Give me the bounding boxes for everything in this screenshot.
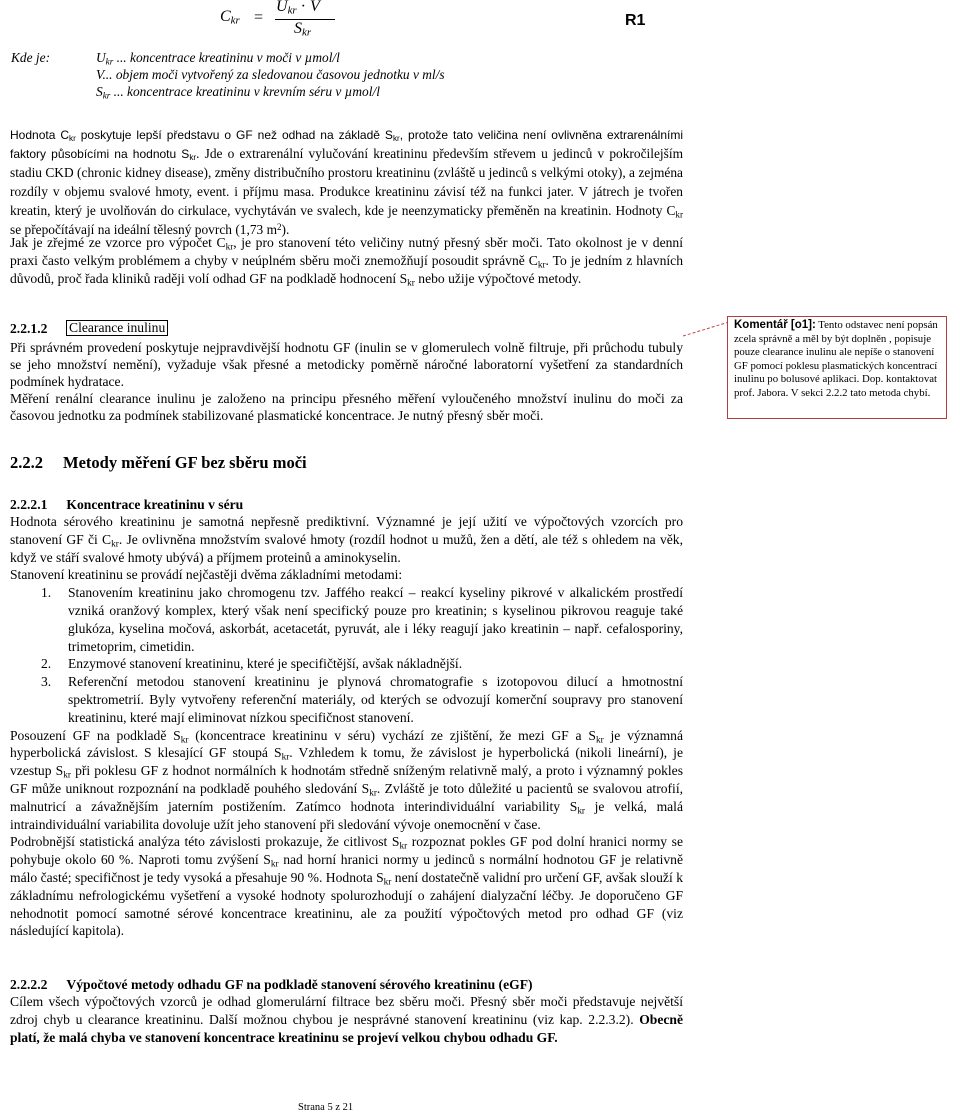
review-comment[interactable] <box>727 316 947 419</box>
page-footer: Strana 5 z 21 <box>298 1102 354 1113</box>
formula-denominator: $S_{kr}$ <box>294 20 312 39</box>
section-2221-p4: Podrobnější statistická analýza této závislosti prokazuje, že citlivost $S_{kr}$ rozpoznat pokles GF pod dolní hranici normy se pohybuje okolo 60 %. Naproti tomu zvýšení $S_{kr}$ nad horní hranici normy u jedinců s normální hodnotou GF je relativně málo časté; specifičnost je tedy vysoká a přesahuje 90 %. Hodnota $S_{kr}$ není dostatečně validní pro určení GF, avšak slouží k základnímu nefrologickému vyšetření a vysoké hodnoty spolurozhodují o zahájení dialyzační léčby. Je doporučeno GF nehodnotit pomocí samotné sérové koncentrace kreatininu, ale za použití výpočtových metod pro odhad GF (viz následující kapitola). <box>10 834 684 939</box>
section-2221-p1: Hodnota sérového kreatininu je samotná nepřesně prediktivní. Významné je její užití ve výpočtových vzorcích pro stanovení GF či $C_{kr}$. Je ovlivněna množstvím svalové hmoty (rozdíl hodnot u mužů, žen a dětí, ale též s ohledem na věk, když ve stáří svalové hmoty ubývá) a příjmem proteinů a aminokyselin. <box>10 514 683 565</box>
section-2212-p1: Při správném provedení poskytuje nejpravdivější hodnotu GF (inulin se v glomerulech volně filtruje, při průchodu tubuly se jeho množství nemění), vyžaduje však přesné a metodicky poměrně náročné laboratorní vyšetření za standardních podmínek hydratace. <box>10 340 683 389</box>
heading-2222: 2.2.2.2 Výpočtové metody odhadu GF na podkladě stanovení sérového kreatininu (eGF) <box>10 977 533 992</box>
heading-2212-title: Clearance inulinu <box>66 319 168 336</box>
where-label: Kde je: <box>11 50 51 65</box>
heading-2212: 2.2.1.2 <box>10 321 48 336</box>
heading-2221: 2.2.2.1 Koncentrace kreatininu v séru <box>10 497 244 512</box>
def-v: V... objem moči vytvořený za sledovanou časovou jednotku v ml/s <box>96 66 445 82</box>
def-u: $U_{kr}$ ... koncentrace kreatininu v moči v µmol/l <box>96 50 340 67</box>
comment-content <box>728 317 946 401</box>
section-2221-body <box>10 513 683 940</box>
formula-numerator: $U_{kr} \cdot V$ <box>276 0 320 17</box>
header-label: R1 <box>625 12 646 29</box>
formula <box>218 0 328 42</box>
list-item: 2. Enzymové stanovení kreatininu, které je specifičtější, avšak nákladnější. <box>41 656 463 672</box>
comment-text: Tento odstavec není popsán zcela správně a měl by být doplněn , popisuje pouze clearance inulinu ale nepíše o stanovení GF pomocí poklesu plasmatických koncentrací inulinu po bolusové aplikaci. Dop. kontaktovat prof. Jabora. V sekci 2.2.2 tato metoda chybí. <box>734 319 938 399</box>
comment-connector <box>683 320 733 340</box>
section-2212-p2: Měření renální clearance inulinu je založeno na principu přesného měření vyloučeného množství inulinu do moči za časovou jednotku za podmínek stabilizované plasmatické koncentrace. Je nutný přesný sběr moči. <box>10 391 683 423</box>
def-s: $S_{kr}$ ... koncentrace kreatininu v krevním séru v µmol/l <box>96 83 380 101</box>
intro-paragraph-1: Hodnota $C_{kr}$ poskytuje lepší představu o GF než odhad na základě $S_{kr}$, protože tato veličina není ovlivněna extrarenálními faktory působícími na hodnotu $S_{kr}$. Jde o extrarenální vylučování kreatininu především střevem u jedinců v pokročilejším stadiu CKD (chronic kidney disease), změny distribučního prostoru kreatininu (zvláště u jedinců s velkými otoky), a zejména rozdíly v objemu svalové hmoty, event. i příjmu masa. Produkce kreatininu závisí též na funkci jater. V játrech je tvořen kreatin, který je uvolňován do cirkulace, vychytáván ve svalech, kde je neenzymaticky přeměněn na kreatinin. Hodnoty $C_{kr}$ se přepočítávají na ideální tělesný povrch (1,73 $m^2$). <box>10 128 683 237</box>
comment-label: Komentář [o1]: <box>734 319 816 331</box>
section-2222-p1: Cílem všech výpočtových vzorců je odhad glomerulární filtrace bez sběru moči. Přesný sběr moči představuje největší zdroj chyb u clearance kreatininu. Další možnou chybou je nesprávné stanovení kreatininu (viz kap. 2.2.3.2). Obecně platí, že malá chyba ve stanovení koncentrace kreatininu se projeví velkou chybou odhadu GF. <box>10 994 683 1045</box>
list-item: 3. Referenční metodou stanovení kreatininu je plynová chromatografie s izotopovou dilucí a hmotnostní spektrometrií. Byly vytvořeny referenční materiály, od kterých se odvozují komerční soupravy pro stanovení kreatininu, které mají eliminovat nízkou specifičnost stanovení. <box>41 674 683 725</box>
intro-paragraph-2: Jak je zřejmé ze vzorce pro výpočet $C_{kr}$, je pro stanovení této veličiny nutný přesný sběr moči. Tato okolnost je v denní praxi často velkým problémem a chyby v neúplném sběru moči znemožňují posoudit správně $C_{kr}$. To je jedním z hlavních důvodů, proč řada kliniků raději volí odhad GF na podkladě hodnocení $S_{kr}$ nebo užije výpočtové metody. <box>10 235 684 288</box>
heading-222: 2.2.2 Metody měření GF bez sběru moči <box>10 453 307 472</box>
section-2221-p2: Stanovení kreatininu se provádí nejčastěji dvěma základními metodami: <box>10 567 403 583</box>
where-definitions <box>96 50 596 101</box>
section-2221-p3: Posouzení GF na podkladě $S_{kr}$ (koncentrace kreatininu v séru) vychází ze zjištění, že mezi GF a $S_{kr}$ je významná hyperbolická závislost. S klesající GF stoupá $S_{kr}$. Vzhledem k tomu, že závislost je hyperbolická (nikoli lineární), je vzestup $S_{kr}$ při poklesu GF z hodnot normálních k hodnotám středně sníženým relativně malý, a proto i významný pokles GF může uniknout rozpoznání na podkladě pouhého sledování $S_{kr}$. Zvláště je toto důležité u pacientů se svalovou atrofií, malnutricí a závažnějším jaterním postižením. Zatímco hodnota interindividuální variability $S_{kr}$ je velká, malá intraindividuální variabilita dovoluje užít jeho stanovení při sledování vývoje onemocnění v čase. <box>10 727 684 832</box>
formula-lhs: $C_{kr}$ <box>220 8 240 27</box>
formula-equals: = <box>254 9 264 26</box>
list-item: 1. Stanovením kreatininu jako chromogenu tzv. Jaffého reakcí – reakcí kyseliny pikrové v alkalickém prostředí vzniká oranžový komplex, který však není specifický pouze pro kreatinin; s kyselinou pikrovou reaguje také glukóza, kyselina močová, askorbát, acetacetát, pyruvát, ale i léky reagují jako kreatinin – např. cefalosporiny, trimetoprim, cimetidin. <box>41 585 683 654</box>
